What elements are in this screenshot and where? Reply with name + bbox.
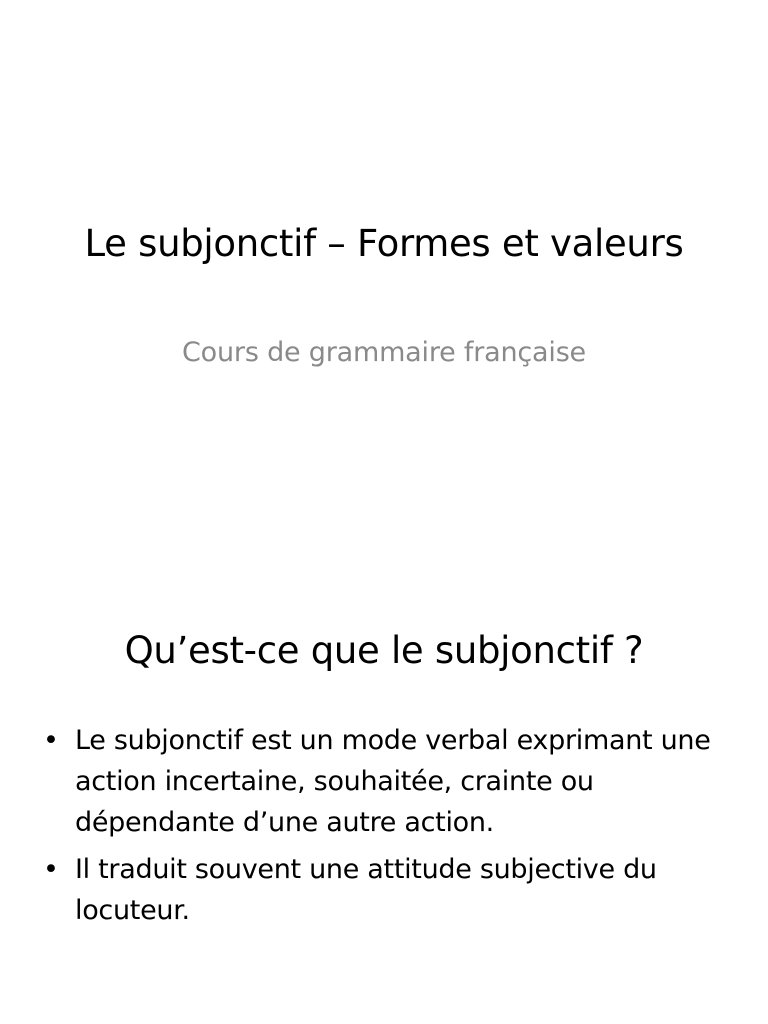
bullet-item (40, 849, 730, 931)
bullet-text: Il traduit souvent une attitude subjective du locuteur. (75, 854, 657, 926)
bullet-item (40, 720, 730, 843)
bullet-icon: • (43, 725, 59, 756)
bullet-text: Le subjonctif est un mode verbal exprimant une action incertaine, souhaitée, crainte ou dépendante d’une autre action. (75, 725, 711, 838)
content-slide (0, 576, 768, 1024)
bullet-list (40, 720, 730, 937)
slide-subtitle: Cours de grammaire française (182, 337, 586, 368)
bullet-icon: • (43, 854, 59, 885)
slide-title: Qu’est-ce que le subjonctif ? (124, 629, 644, 672)
slide-title: Le subjonctif – Formes et valeurs (84, 222, 684, 265)
